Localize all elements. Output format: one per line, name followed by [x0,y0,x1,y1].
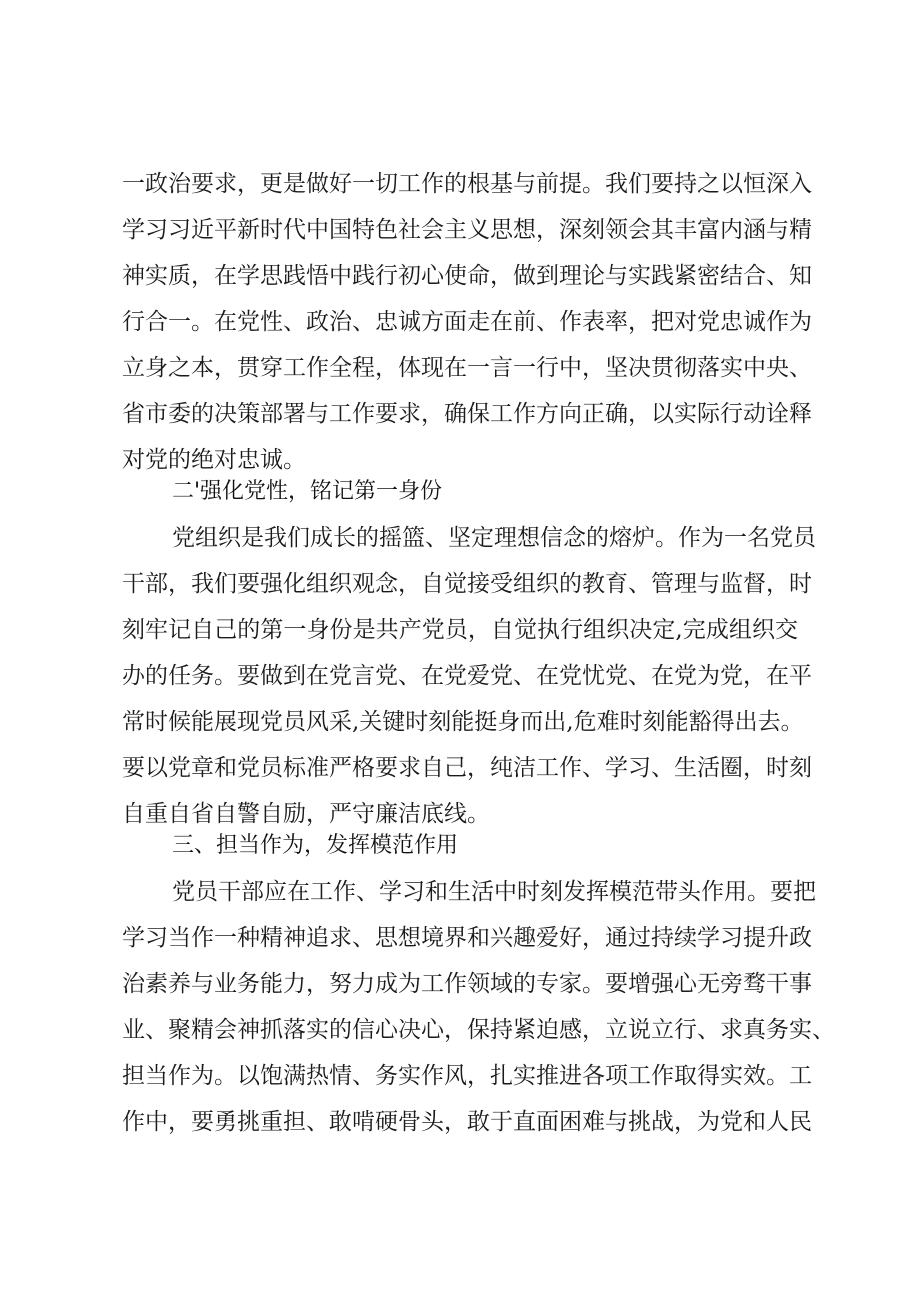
text-line: 办的任务。要做到在党言党、在党爱党、在党忧党、在党为党，在平 [122,663,812,689]
text-line: 自重自省自警自励，严守廉洁底线。 [122,801,490,827]
text-line: 神实质，在学思践悟中践行初心使命，做到理论与实践紧密结合、知 [122,263,812,289]
text-line: 作中，要勇挑重担、敢啃硬骨头，敢于直面困难与挑战，为党和人民 [122,1109,812,1135]
text-line: 对党的绝对忠诚。 [122,447,306,473]
text-line: 党组织是我们成长的摇篮、坚定理想信念的熔炉。作为一名党员 [172,525,816,551]
text-line: 立身之本，贯穿工作全程，体现在一言一行中，坚决贯彻落实中央、 [122,355,812,381]
text-line: 治素养与业务能力，努力成为工作领域的专家。要增强心无旁骛干事 [122,971,812,997]
text-line: 省市委的决策部署与工作要求，确保工作方向正确，以实际行动诠释 [122,401,812,427]
text-line: 学习当作一种精神追求、思想境界和兴趣爱好，通过持续学习提升政 [122,925,812,951]
section-heading-2: 二'强化党性，铭记第一身份 [172,479,443,504]
text-line: 担当作为。以饱满热情、务实作风，扎实推进各项工作取得实效。工 [122,1063,812,1089]
text-line: 业、聚精会神抓落实的信心决心，保持紧迫感，立说立行、求真务实、 [122,1017,835,1043]
text-line: 学习习近平新时代中国特色社会主义思想，深刻领会其丰富内涵与精 [122,217,812,243]
section-heading-3: 三、担当作为，发挥模范作用 [172,833,459,858]
text-line: 一政治要求，更是做好一切工作的根基与前提。我们要持之以恒深入 [122,171,812,197]
text-line: 党员干部应在工作、学习和生活中时刻发挥模范带头作用。要把 [172,879,816,905]
text-line: 要以党章和党员标准严格要求自己，纯洁工作、学习、生活圈，时刻 [122,755,812,781]
text-line: 常时候能展现党员风采,关键时刻能挺身而出,危难时刻能豁得出去。 [122,709,804,735]
text-line: 行合一。在党性、政治、忠诚方面走在前、作表率，把对党忠诚作为 [122,309,812,335]
text-line: 干部，我们要强化组织观念，自觉接受组织的教育、管理与监督，时 [122,571,812,597]
text-line: 刻牢记自己的第一身份是共产党员，自觉执行组织决定,完成组织交 [122,617,798,643]
